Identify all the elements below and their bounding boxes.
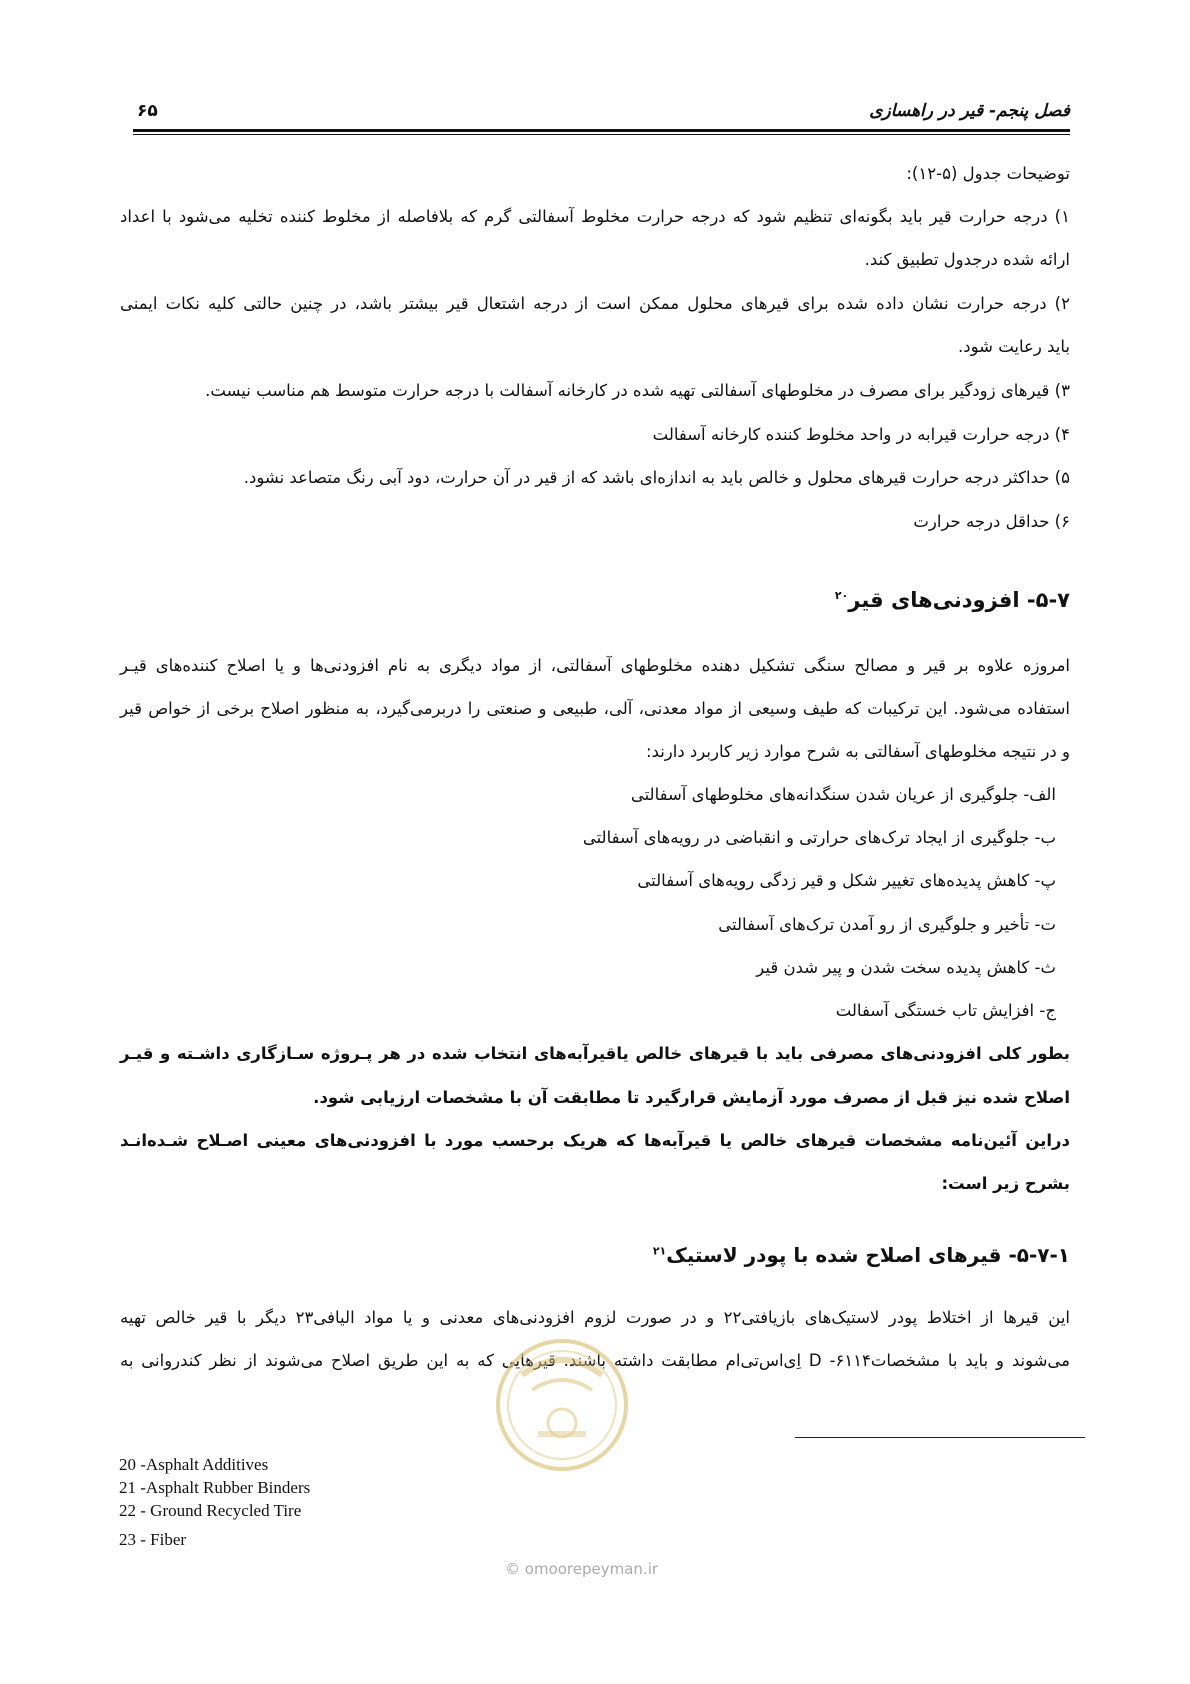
bold-para-1-line-1: بطور کلی افزودنی‌های مصرفی باید با قیرهای خالص یاقیرآبه‌های انتخاب شده در هر پـروژه سـازگاری داشـته و قیـر	[120, 1044, 1070, 1063]
list-item-be: ب- جلوگیری از ایجاد ترک‌های حرارتی و انقباضی در رویه‌های آسفالتی	[582, 828, 1056, 847]
footnote-22: 22 - Ground Recycled Tire	[119, 1501, 302, 1520]
bold-para-2-line-2: بشرح زیر است:	[941, 1174, 1070, 1193]
page-header	[133, 95, 1070, 135]
footnote-23: 23 - Fiber	[119, 1530, 187, 1549]
list-item-se: ث- کاهش پدیده سخت شدن و پیر شدن قیر	[756, 958, 1056, 977]
list-item-alef: الف- جلوگیری از عریان شدن سنگدانه‌های مخلوطهای آسفالتی	[630, 785, 1056, 804]
notes-title: توضیحات جدول (۵-۱۲):	[906, 164, 1070, 183]
watermark-url: © omoorepeyman.ir	[505, 1560, 659, 1578]
note-5: ۵) حداکثر درجه حرارت قیرهای محلول و خالص باید به اندازه‌ای باشد که از قیر در آن حرارت، دود آبی رنگ متصاعد نشود.	[243, 468, 1070, 487]
footnote-ref-20: ۲۰	[834, 589, 849, 602]
watermark-stamp-icon	[492, 1335, 632, 1475]
list-item-pe: پ- کاهش پدیده‌های تغییر شکل و قیر زدگی رویه‌های آسفالتی	[637, 871, 1056, 890]
section-5-7-1-para-line-1: این قیرها از اختلاط پودر لاستیک‌های بازیافتی۲۲ و در صورت لزوم افزودنی‌های معدنی و یا مواد الیافی۲۳ دیگر با قیر خالص تهیه	[120, 1308, 1070, 1327]
chapter-title: فصل پنجم- قیر در راهسازی	[869, 101, 1070, 121]
section-5-7-para-line-2: استفاده می‌شود. این ترکیبات که طیف وسیعی از مواد معدنی، آلی، طبیعی و صنعتی را دربرمی‌گیرد، به منظور اصلاح برخی از خواص قیر	[120, 699, 1070, 718]
list-item-te: ت- تأخیر و جلوگیری از رو آمدن ترک‌های آسفالتی	[718, 915, 1056, 934]
footnote-20: 20 -Asphalt Additives	[119, 1455, 269, 1474]
note-4: ۴) درجه حرارت قیرابه در واحد مخلوط کننده کارخانه آسفالت	[652, 425, 1070, 444]
section-heading-5-7-1: ۵-۷-۱- قیرهای اصلاح شده با پودر لاستیک$^{۲۱}$	[652, 1243, 1070, 1267]
note-1-line-1: ۱) درجه حرارت قیر باید بگونه‌ای تنظیم شود که درجه حرارت مخلوط آسفالتی گرم که بلافاصله از مخلوط کننده تخلیه می‌شود با اعداد	[120, 207, 1070, 226]
note-2-line-1: ۲) درجه حرارت نشان داده شده برای قیرهای محلول ممکن است از درجه اشتعال قیر بیشتر باشد، در چنین حالتی کلیه نکات ایمنی	[120, 294, 1070, 313]
page-number: ۶۵	[137, 101, 158, 121]
section-heading-5-7: ۵-۷- افزودنی‌های قیر$^{۲۰}$	[834, 588, 1070, 612]
footnote-ref-21: ۲۱	[652, 1244, 667, 1258]
footnote-rule	[795, 1437, 1085, 1438]
header-rule-thin	[133, 134, 1070, 135]
note-3: ۳) قیرهای زودگیر برای مصرف در مخلوطهای آسفالتی تهیه شده در کارخانه آسفالت با درجه حرارت متوسط هم مناسب نیست.	[205, 381, 1070, 400]
footnote-21: 21 -Asphalt Rubber Binders	[119, 1478, 311, 1497]
note-6: ۶) حداقل درجه حرارت	[913, 512, 1070, 531]
note-2-line-2: باید رعایت شود.	[958, 337, 1070, 356]
section-5-7-para-line-1: امروزه علاوه بر قیر و مصالح سنگی تشکیل دهنده مخلوطهای آسفالتی، از مواد دیگری به نام افزودنی‌ها و یا اصلاح کننده‌های قیـر	[120, 656, 1070, 675]
bold-para-1-line-2: اصلاح شده نیز قبل از مصرف مورد آزمایش قرارگیرد تا مطابقت آن با مشخصات ارزیابی شود.	[313, 1088, 1070, 1107]
header-rule	[133, 129, 1070, 132]
section-5-7-1-para-line-2: می‌شوند و باید با مشخصات۶۱۱۴- D اِی‌اس‌تی‌ام مطابقت داشته باشند. قیرهایی که به این طریق اصلاح می‌شوند از نظر کندروانی به	[120, 1351, 1071, 1370]
list-item-jim: ج- افزایش تاب خستگی آسفالت	[835, 1001, 1056, 1020]
note-1-line-2: ارائه شده درجدول تطبیق کند.	[864, 250, 1070, 269]
copyright-icon: ©	[505, 1560, 520, 1578]
bold-para-2-line-1: دراین آئین‌نامه مشخصات قیرهای خالص یا قیرآبه‌ها که هریک برحسب مورد با افزودنی‌های معینی اصـلاح شـده‌انـد	[120, 1131, 1070, 1150]
section-5-7-para-line-3: و در نتیجه مخلوطهای آسفالتی به شرح موارد زیر کاربرد دارند:	[645, 742, 1070, 761]
